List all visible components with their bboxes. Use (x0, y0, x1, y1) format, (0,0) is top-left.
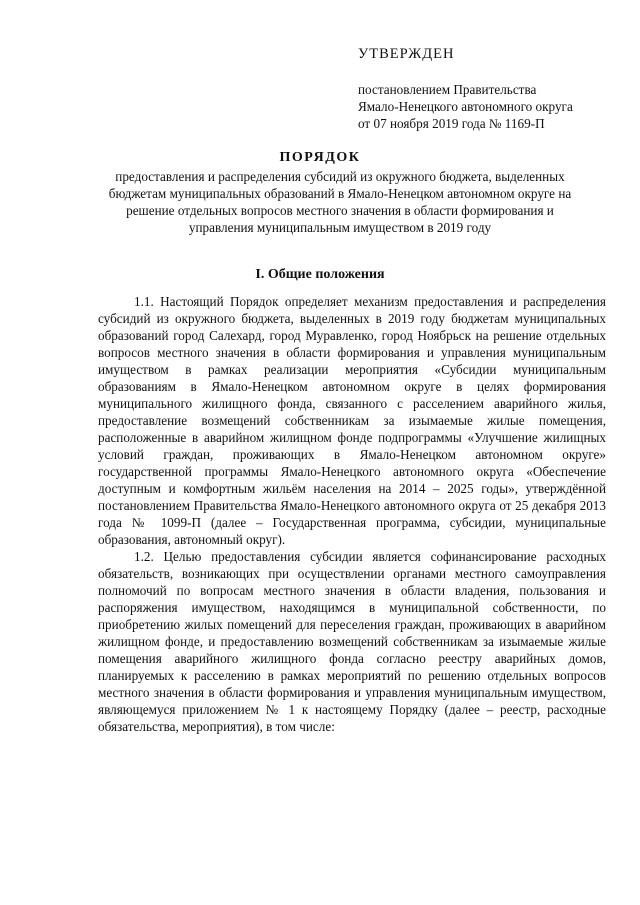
paragraph-1-1: 1.1. Настоящий Порядок определяет механизм предоставления и распределения субсидий из окружного бюджета, выделенных в 2019 году бюджетам муниципальных образований город Салехард, город Муравленко, город Ноябрьск на решение отдельных вопросов местного значения в области формирования и управления муниципальным имуществом в рамках реализации мероприятия «Субсидии муниципальным образованиям в Ямало-Ненецком автономном округе в целях формирования муниципального жилищного фонда, связанного с расселением аварийного жилья, предоставление возмещений собственникам за изымаемые жилые помещения, расположенные в аварийном жилищном фонде подпрограммы «Улучшение жилищных условий граждан, проживающих в Ямало-Ненецком автономном округе» государственной программы Ямало-Ненецкого автономного округа «Обеспечение доступным и комфортным жильём населения на 2014 – 2025 годы», утверждённой постановлением Правительства Ямало-Ненецкого автономного округа от 25 декабря 2013 года № 1099-П (далее – Государственная программа, субсидии, муниципальные образования, автономный округ). (98, 294, 606, 547)
approval-line: постановлением Правительства (358, 82, 537, 97)
document-title: ПОРЯДОК (279, 150, 361, 165)
approval-stamp-title: УТВЕРЖДЕН (358, 46, 455, 62)
document-subtitle: предоставления и распределения субсидий из окружного бюджета, выделенных бюджетам муниципальных образований в Ямало-Ненецком автономном округе на решение отдельных вопросов местного значения в области формирования и управления муниципальным имуществом в 2019 году (108, 169, 572, 235)
approval-line: Ямало-Ненецкого автономного округа (358, 99, 573, 114)
section-heading: I. Общие положения (255, 267, 385, 282)
paragraph-1-2: 1.2. Целью предоставления субсидии является софинансирование расходных обязательств, возникающих при осуществлении органами местного самоуправления полномочий по вопросам местного значения в области владения, пользования и распоряжения имуществом, находящимся в муниципальной собственности, по приобретению жилых помещений для переселения граждан, проживающих в аварийном жилищном фонде, и предоставлению возмещений собственникам за изымаемые жилые помещения аварийного жилищного фонда согласно реестру аварийных домов, планируемых к расселению в рамках мероприятий по решению отдельных вопросов местного значения в области формирования и управления муниципальным имуществом, являющемуся приложением № 1 к настоящему Порядку (далее – реестр, расходные обязательства, мероприятия), в том числе: (98, 549, 606, 734)
section-body (98, 293, 606, 735)
approval-line: от 07 ноября 2019 года № 1169-П (358, 116, 545, 131)
approval-details (358, 81, 573, 132)
